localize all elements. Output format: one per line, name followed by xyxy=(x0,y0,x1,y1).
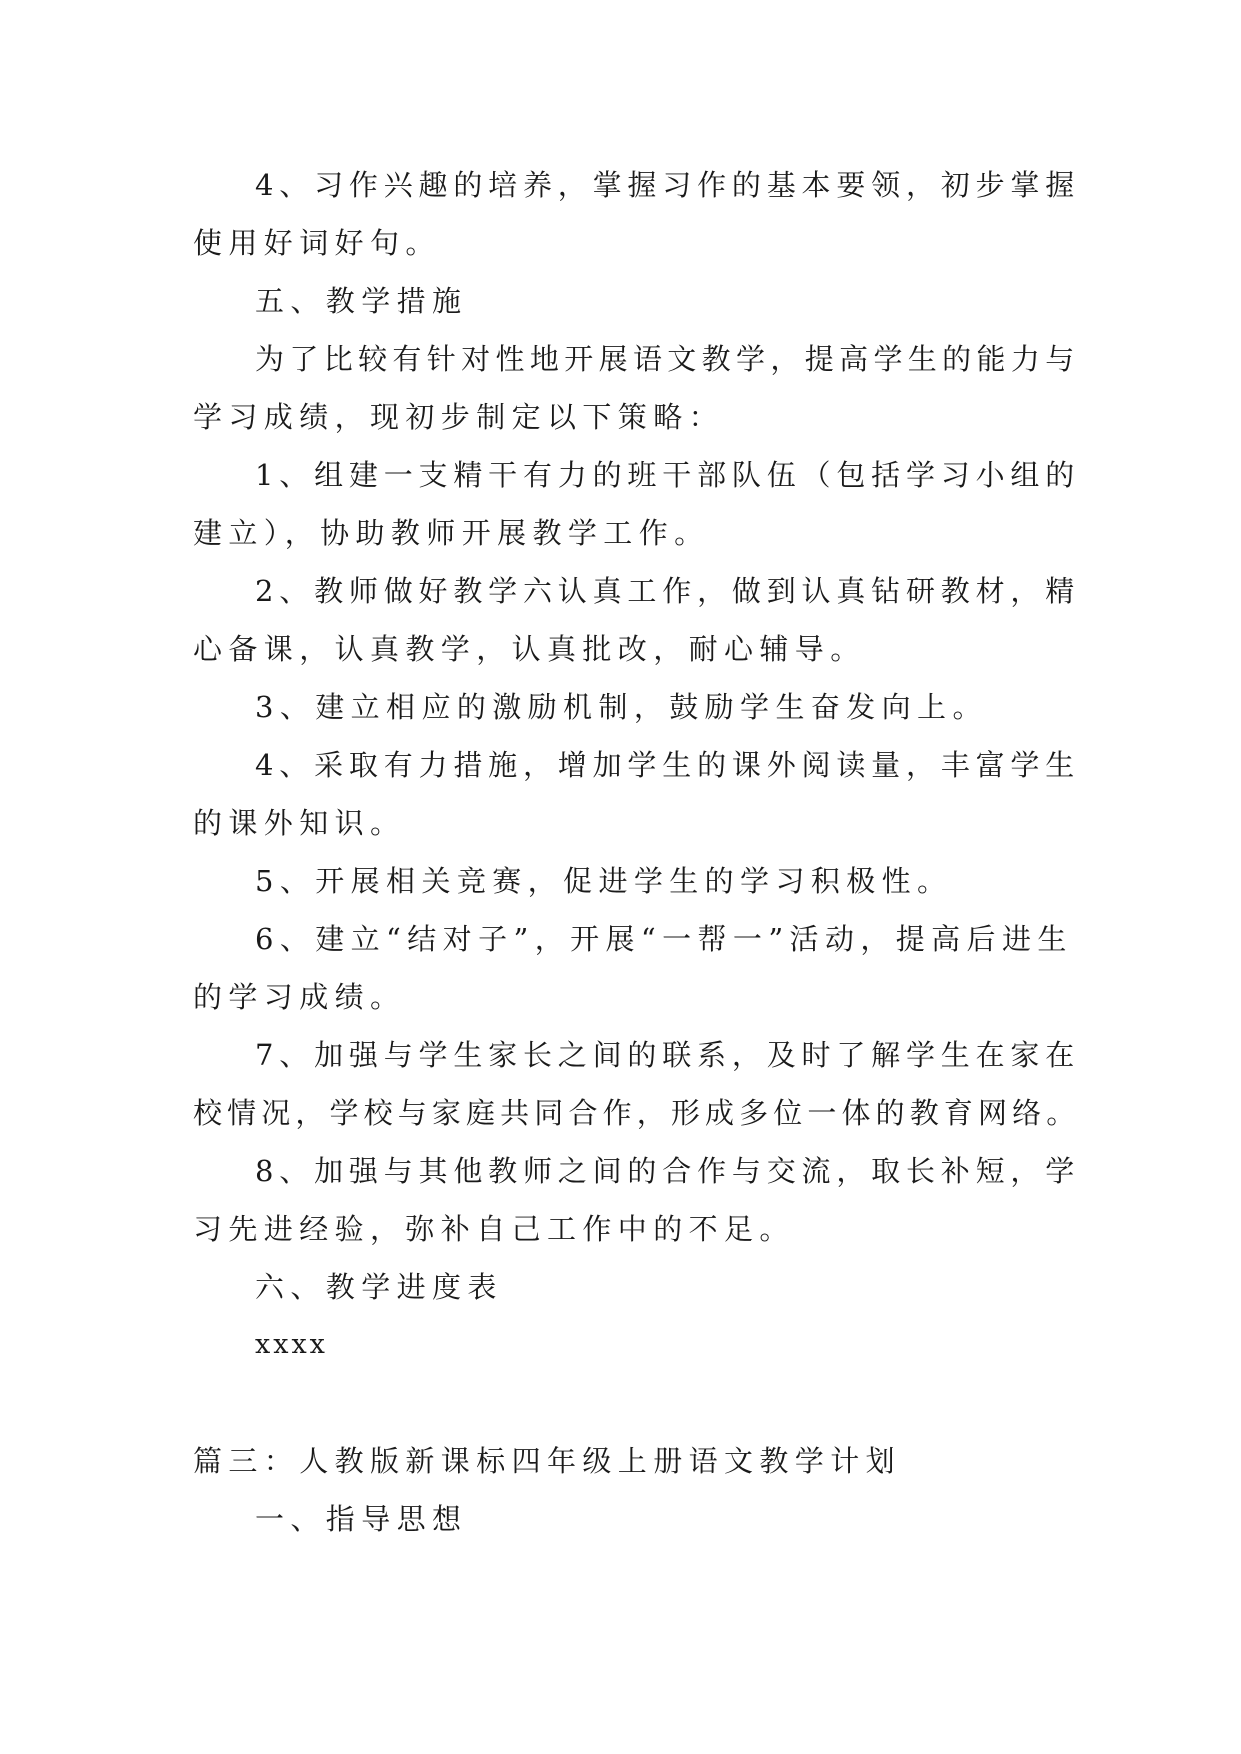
list-item: 8、加强与其他教师之间的合作与交流，取长补短，学 xyxy=(255,1154,1081,1188)
paragraph-line: 4、习作兴趣的培养，掌握习作的基本要领，初步掌握 xyxy=(255,168,1081,202)
list-item-continuation: 校情况，学校与家庭共同合作，形成多位一体的教育网络。 xyxy=(193,1096,1081,1130)
list-item-continuation: 的课外知识。 xyxy=(193,806,406,840)
list-item-continuation: 习先进经验，弥补自己工作中的不足。 xyxy=(193,1212,795,1246)
list-item: 6、建立“结对子”，开展“一帮一”活动，提高后进生 xyxy=(255,922,1073,956)
list-item: 2、教师做好教学六认真工作，做到认真钻研教材，精 xyxy=(255,574,1081,608)
paragraph-line: 使用好词好句。 xyxy=(193,226,441,260)
list-item: 1、组建一支精干有力的班干部队伍（包括学习小组的 xyxy=(255,458,1081,492)
chapter-title: 篇三：人教版新课标四年级上册语文教学计划 xyxy=(193,1444,902,1478)
list-item: 7、加强与学生家长之间的联系，及时了解学生在家在 xyxy=(255,1038,1081,1072)
list-item-continuation: 的学习成绩。 xyxy=(193,980,406,1014)
list-item-continuation: 建立），协助教师开展教学工作。 xyxy=(193,516,710,550)
placeholder-text: xxxx xyxy=(255,1329,328,1360)
section-heading: 五、教学措施 xyxy=(255,284,468,318)
list-item: 5、开展相关竞赛，促进学生的学习积极性。 xyxy=(255,864,953,898)
list-item: 3、建立相应的激励机制，鼓励学生奋发向上。 xyxy=(255,690,988,724)
section-heading: 一、指导思想 xyxy=(255,1502,468,1536)
list-item-continuation: 心备课，认真教学，认真批改，耐心辅导。 xyxy=(193,632,866,666)
paragraph-line: 学习成绩，现初步制定以下策略： xyxy=(193,400,725,434)
list-item: 4、采取有力措施，增加学生的课外阅读量，丰富学生 xyxy=(255,748,1081,782)
paragraph-line: 为了比较有针对性地开展语文教学，提高学生的能力与 xyxy=(255,342,1080,376)
section-heading: 六、教学进度表 xyxy=(255,1270,503,1304)
